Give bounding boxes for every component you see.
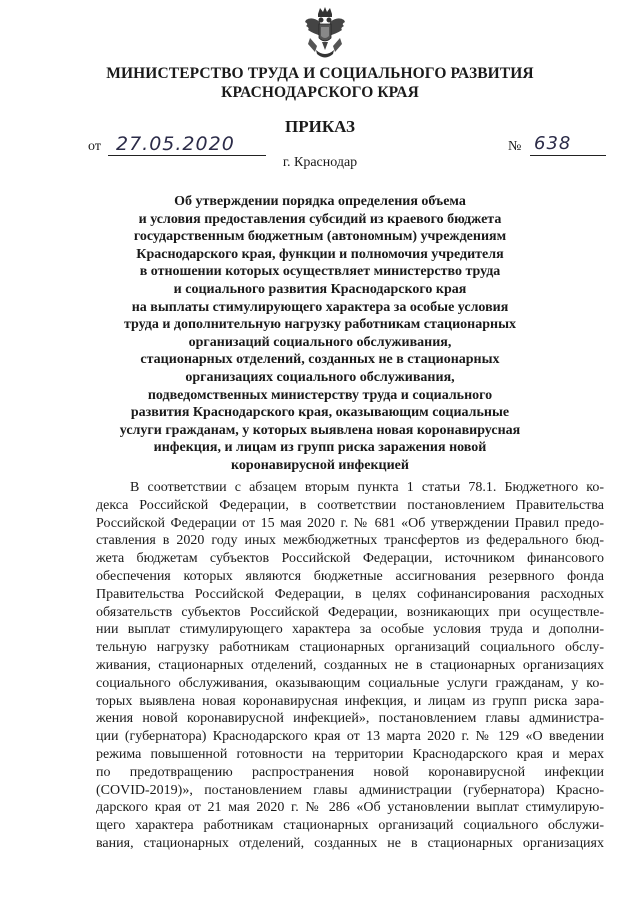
body-line: обеспечения которых являются бюджетные ассигнования резервного фонда xyxy=(96,568,604,584)
subject-line: в отношении которых осуществляет министерство труда xyxy=(139,264,501,280)
order-title: ПРИКАЗ xyxy=(285,117,355,136)
subject-line: и социального развития Краснодарского края xyxy=(173,281,467,297)
ministry-name xyxy=(0,64,640,102)
body-line: вания, стационарных отделений, созданных не в стационарных организациях xyxy=(96,835,604,851)
body-line: по предотвращению распространения новой коронавирусной инфекции xyxy=(96,764,604,780)
body-line: Российской Федерации от 15 мая 2020 г. № 681 «Об утверждении Правил предо- xyxy=(96,515,604,531)
subject-line: услуги гражданам, у которых выявлена новая коронавирусная xyxy=(119,422,521,438)
ministry-line-2: КРАСНОДАРСКОГО КРАЯ xyxy=(221,84,419,101)
ministry-line-1: МИНИСТЕРСТВО ТРУДА И СОЦИАЛЬНОГО РАЗВИТИЯ xyxy=(106,65,534,82)
subject-line: развития Краснодарского края, оказывающим социальные xyxy=(130,405,510,421)
krasnodar-coat-of-arms-icon xyxy=(300,6,350,62)
number-value: 638 xyxy=(534,133,572,154)
body-line: жета бюджетам субъектов Российской Федерации, источником финансового xyxy=(96,551,604,567)
subject-line: и условия предоставления субсидий из краевого бюджета xyxy=(138,211,502,227)
body-line: тельную нагрузку работникам стационарных организаций социального обслу- xyxy=(96,640,604,656)
body-line: торых выявлена новая коронавирусная инфекция, и лицам из групп риска зара- xyxy=(96,693,604,709)
subject-line: труда и дополнительную нагрузку работникам стационарных xyxy=(123,317,517,333)
order-subject xyxy=(60,193,580,475)
subject-line: коронавирусной инфекцией xyxy=(231,457,409,473)
body-line: режима повышенной готовности на территории Краснодарского края и мерах xyxy=(96,746,604,762)
body-line: жения новой коронавирусной инфекцией», постановлением главы администра- xyxy=(96,711,604,727)
subject-line: инфекция, и лицам из групп риска заражения новой xyxy=(153,440,487,456)
subject-line: Об утверждении порядка определения объема xyxy=(174,194,466,209)
body-line: ставления в 2020 году иных межбюджетных трансфертов из федерального бюд- xyxy=(96,533,604,549)
body-text xyxy=(96,479,604,853)
body-line: (COVID-2019)», постановлением главы администрации (губернатора) Красно- xyxy=(96,782,604,798)
date-value: 27.05.2020 xyxy=(116,133,235,155)
body-line: декса Российской Федерации, в соответствии постановлением Правительства xyxy=(96,497,604,513)
body-line: дарского края от 21 мая 2020 г. № 286 «Об установлении выплат стимулирую- xyxy=(96,800,604,816)
subject-line: организациях социального обслуживания, xyxy=(185,369,455,385)
subject-line: организаций социального обслуживания, xyxy=(188,334,452,350)
body-line: нии выплат стимулирующего характера за особые условия труда и дополни- xyxy=(96,622,604,638)
subject-line: стационарных отделений, созданных не в стационарных xyxy=(140,352,500,368)
subject-line: Краснодарского края, функции и полномочия учредителя xyxy=(136,246,504,262)
date-prefix: от xyxy=(88,139,101,154)
subject-line: подведомственных министерству труда и социального xyxy=(147,387,493,403)
subject-line: на выплаты стимулирующего характера за особые условия xyxy=(131,299,509,315)
body-line: В соответствии с абзацем вторым пункта 1 статьи 78.1. Бюджетного ко- xyxy=(130,480,604,495)
body-line: живания, стационарных отделений, созданных не в стационарных организациях xyxy=(96,657,604,673)
subject-line: государственным бюджетным (автономным) учреждениям xyxy=(133,229,507,245)
body-line: социального обслуживания, оказывающим социальные услуги гражданам, у ко- xyxy=(96,675,604,691)
body-line: Правительства Российской Федерации, в целях софинансирования расходных xyxy=(96,586,604,602)
body-line: обязательств субъектов Российской Федерации, возникающих при осуществле- xyxy=(96,604,604,620)
number-prefix: № xyxy=(508,139,522,154)
body-line: щего характера работникам стационарных организаций социального обслужи- xyxy=(96,818,604,834)
body-line: ции (губернатора) Краснодарского края от 13 марта 2020 г. № 129 «О введении xyxy=(96,729,604,745)
city: г. Краснодар xyxy=(282,155,358,170)
